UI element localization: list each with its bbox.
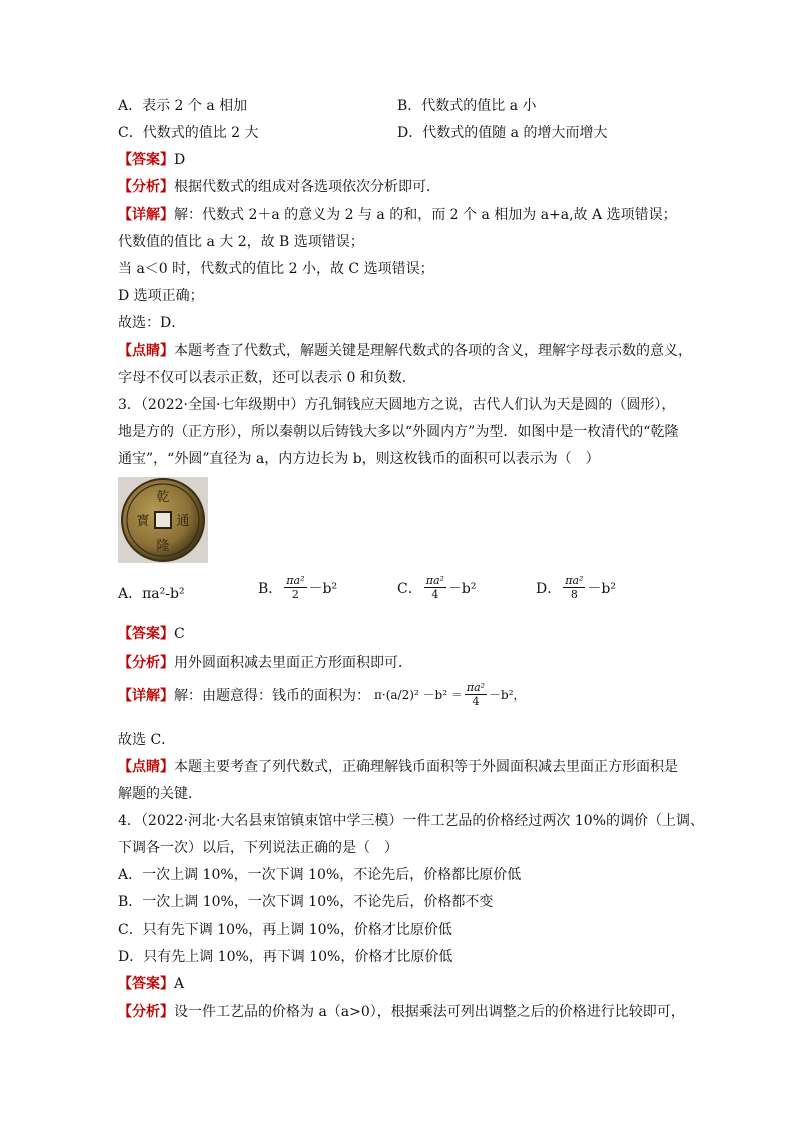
q4-option-a: A．一次上调 10%，一次下调 10%，不论先后，价格都比原价低	[118, 867, 522, 883]
coin-image	[118, 477, 208, 563]
q3-analysis: 【分析】用外圆面积减去里面正方形面积即可．	[118, 655, 412, 671]
q2-option-a: A．表示 2 个 a 相加	[118, 98, 248, 114]
q2-answer: 【答案】D	[118, 152, 186, 168]
q3-detail: 【详解】 解：由题意得：钱币的面积为： π·(a/2)² －b² ＝ $\frac{\text{πa²}}{4}$ －b²，	[118, 681, 526, 708]
q2-detail-line-2: 代数值的值比 a 大 2，故 B 选项错误；	[118, 234, 364, 250]
q3-answer: 【答案】C	[118, 626, 185, 642]
q4-option-b: B．一次上调 10%，一次下调 10%，不论先后，价格都不变	[118, 894, 494, 910]
q3-option-c: C． $\frac{\text{πa²}}{4}$ －b²	[397, 574, 477, 601]
q3-comment-line-2: 解题的关键．	[118, 786, 202, 802]
coin-illustration	[118, 477, 208, 563]
q4-stem-line-1: 4．（2022·河北·大名县束馆镇束馆中学三模）一件工艺品的价格经过两次 10%的调价（上调、	[118, 813, 705, 829]
q3-option-b: B． $\frac{\text{πa²}}{2}$ －b²	[258, 574, 338, 601]
q2-conclusion: 故选：D．	[118, 315, 186, 331]
q4-analysis: 【分析】设一件工艺品的价格为 a（a>0），根据乘法可列出调整之后的价格进行比较即可，	[118, 1004, 685, 1020]
q2-analysis: 【分析】根据代数式的组成对各选项依次分析即可．	[118, 179, 440, 195]
q4-answer: 【答案】A	[118, 976, 185, 992]
q2-option-b: B．代数式的值比 a 小	[397, 98, 537, 114]
q3-option-d: D． $\frac{\text{πa²}}{8}$ －b²	[536, 574, 617, 601]
q3-stem-line-1: 3．（2022·全国·七年级期中）方孔铜钱应天圆地方之说，古代人们认为天是圆的（圆形），	[118, 397, 676, 413]
q2-detail-line-3: 当 a＜0 时，代数式的值比 2 小，故 C 选项错误；	[118, 261, 434, 277]
coin-char-right: 通	[176, 514, 190, 529]
q2-option-d: D．代数式的值随 a 的增大而增大	[397, 125, 608, 141]
coin-char-left: 寳	[136, 514, 150, 529]
q2-detail-line-1: 【详解】解：代数式 2＋a 的意义为 2 与 a 的和，而 2 个 a 相加为 a+a,故 A 选项错误；	[118, 207, 677, 223]
coin-char-bottom: 隆	[156, 539, 170, 554]
q4-option-c: C．只有先下调 10%，再上调 10%，价格才比原价低	[118, 922, 452, 938]
q3-stem-line-2: 地是方的（正方形），所以秦朝以后铸钱大多以“外圆内方”为型．如图中是一枚清代的“乾隆	[118, 424, 679, 440]
q2-comment-line-2: 字母不仅可以表示正数，还可以表示 0 和负数．	[118, 370, 416, 386]
q2-detail-line-4: D 选项正确；	[118, 288, 204, 304]
q3-comment-line-1: 【点睛】本题主要考查了列代数式，正确理解钱币面积等于外圆面积减去里面正方形面积是	[118, 759, 678, 775]
q3-option-a: A．πa²-b²	[118, 586, 185, 602]
q4-option-d: D．只有先上调 10%，再下调 10%，价格才比原价低	[118, 949, 453, 965]
q4-stem-line-2: 下调各一次）以后，下列说法正确的是（ ）	[118, 840, 398, 856]
q3-conclusion: 故选 C．	[118, 732, 176, 748]
q2-comment-line-1: 【点睛】本题考查了代数式，解题关键是理解代数式的各项的含义，理解字母表示数的意义，	[118, 343, 692, 359]
q2-option-c: C．代数式的值比 2 大	[118, 125, 259, 141]
q3-stem-line-3: 通宝”，“外圆”直径为 a，内方边长为 b，则这枚钱币的面积可以表示为（ ）	[118, 451, 600, 467]
coin-char-top: 乾	[156, 490, 170, 505]
